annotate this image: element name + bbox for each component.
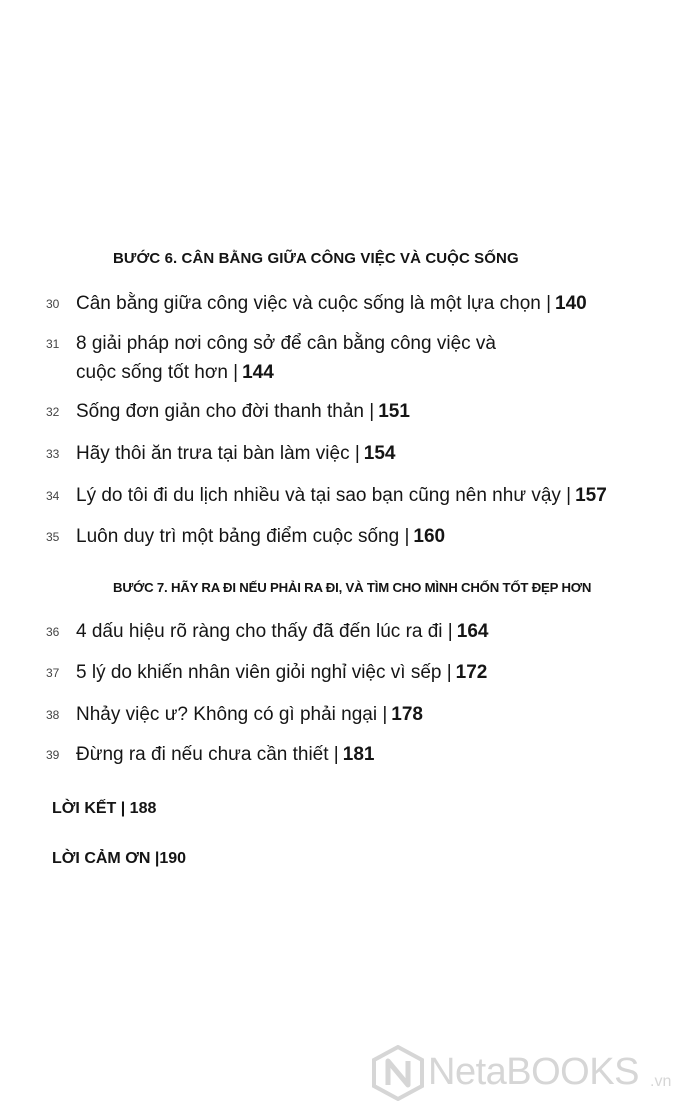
watermark-brand: NetaBOOKS [428, 1051, 639, 1093]
entry-page: 157 [575, 485, 607, 506]
entry-title: 5 lý do khiến nhân viên giỏi nghỉ việc vì sếp | 172 [76, 662, 488, 683]
entry-number: 36 [46, 625, 60, 639]
entry-number: 33 [46, 447, 60, 461]
watermark [372, 1045, 692, 1101]
acknowledgements-heading: LỜI CẢM ƠN |190 [52, 850, 187, 867]
entry-number: 35 [46, 530, 60, 544]
entry-number: 32 [46, 405, 60, 419]
entry-title: Luôn duy trì một bảng điểm cuộc sống | 160 [76, 526, 446, 547]
section-heading-step-6: BƯỚC 6. CÂN BẰNG GIỮA CÔNG VIỆC VÀ CUỘC SỐNG [113, 250, 519, 267]
entry-page: 140 [555, 293, 587, 314]
entry-title: Đừng ra đi nếu chưa cần thiết | 181 [76, 744, 375, 765]
entry-page: 178 [391, 704, 423, 725]
entry-number: 30 [46, 297, 60, 311]
entry-number: 31 [46, 337, 60, 351]
entry-title: Sống đơn giản cho đời thanh thản | 151 [76, 401, 410, 422]
entry-number: 37 [46, 666, 60, 680]
entry-title: 4 dấu hiệu rõ ràng cho thấy đã đến lúc ra đi | 164 [76, 621, 489, 642]
entry-page: 172 [455, 662, 488, 683]
section-heading-step-7: BƯỚC 7. HÃY RA ĐI NẾU PHẢI RA ĐI, VÀ TÌM CHO MÌNH CHỐN TỐT ĐẸP HƠN [113, 580, 592, 595]
entry-title: Cân bằng giữa công việc và cuộc sống là một lựa chọn | 140 [76, 293, 587, 314]
entry-number: 34 [46, 489, 60, 503]
entry-page: 151 [378, 401, 410, 422]
entry-page: 164 [456, 621, 489, 642]
epilogue-heading: LỜI KẾT | 188 [52, 800, 157, 817]
entry-page: 154 [363, 443, 396, 464]
entry-number: 38 [46, 708, 60, 722]
entry-title-continued: cuộc sống tốt hơn | 144 [76, 362, 274, 383]
entry-title: Hãy thôi ăn trưa tại bàn làm việc | 154 [76, 443, 396, 464]
entry-title: Nhảy việc ư? Không có gì phải ngại | 178 [76, 704, 423, 725]
entry-number: 39 [46, 748, 60, 762]
netabooks-logo-icon [372, 1045, 424, 1101]
watermark-suffix: .vn [650, 1073, 672, 1090]
entry-page: 144 [242, 362, 274, 383]
entry-page: 160 [413, 526, 446, 547]
entry-page: 181 [342, 744, 375, 765]
entry-title: Lý do tôi đi du lịch nhiều và tại sao bạn cũng nên như vậy | 157 [76, 485, 607, 506]
entry-title: 8 giải pháp nơi công sở để cân bằng công việc và [76, 333, 496, 354]
